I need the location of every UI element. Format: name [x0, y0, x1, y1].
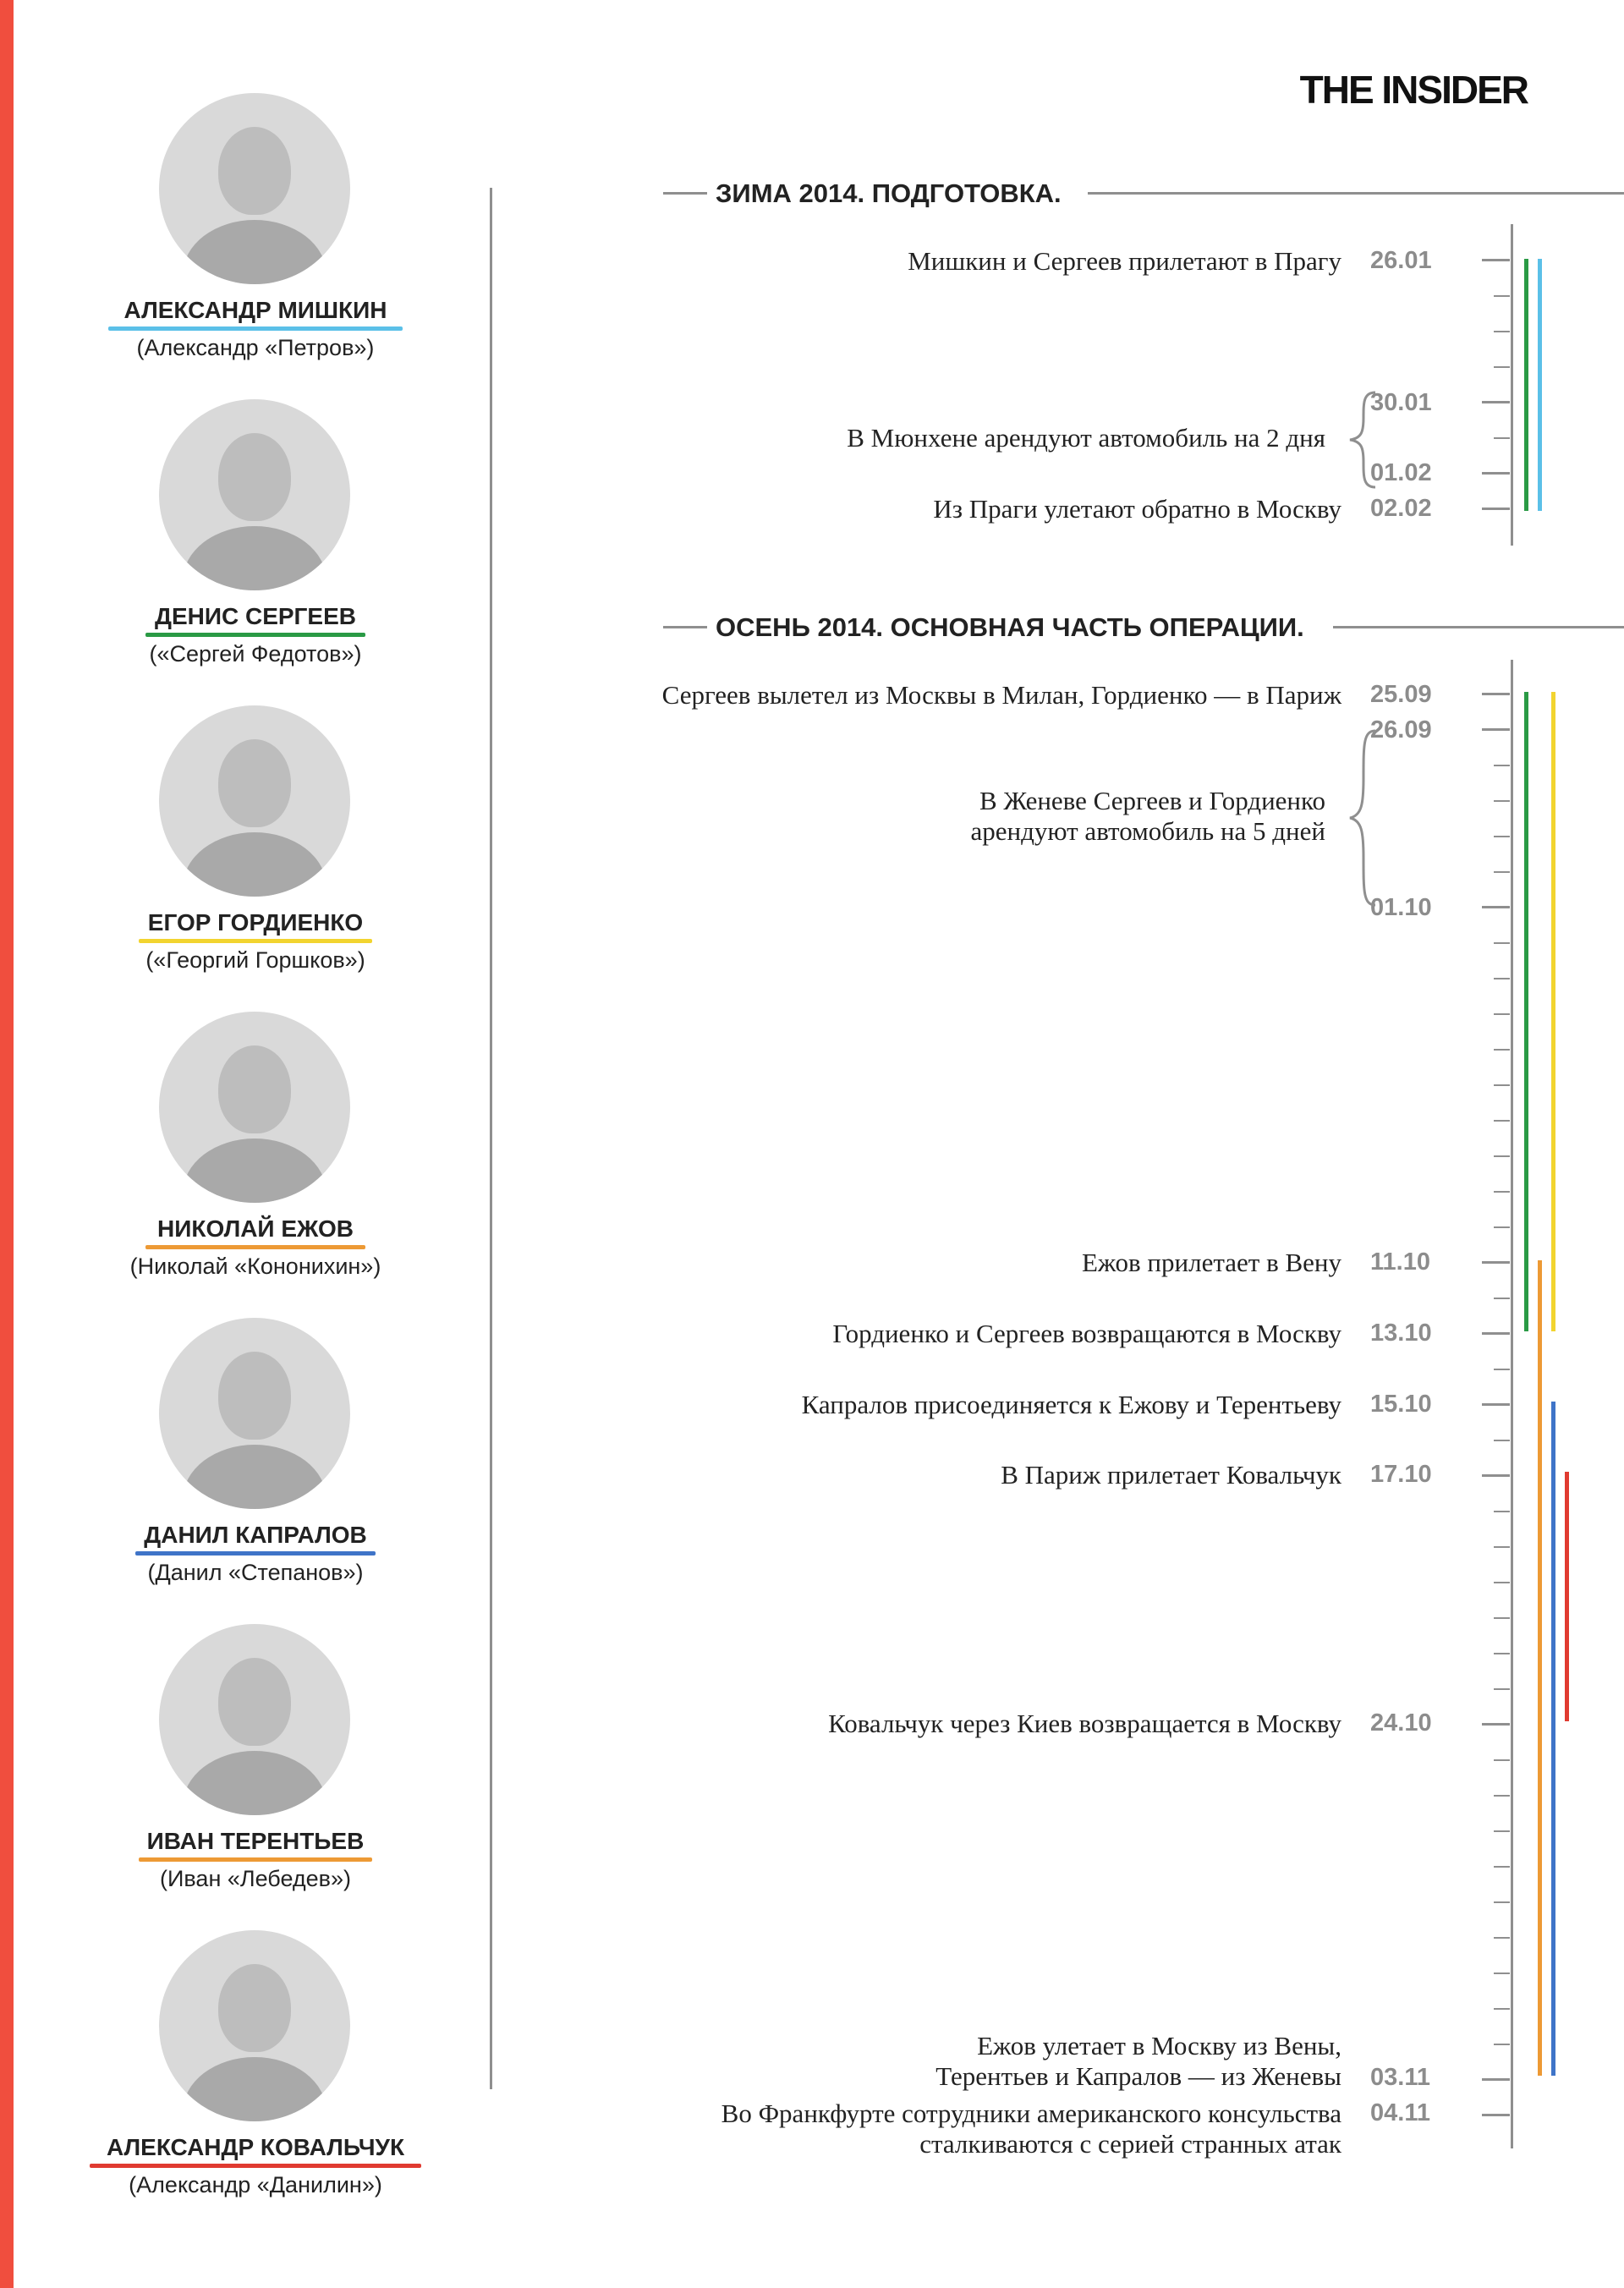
portrait-photo	[159, 1012, 350, 1203]
person-name: АЛЕКСАНДР КОВАЛЬЧУК	[106, 2134, 405, 2160]
axis-major-tick	[1482, 1403, 1510, 1406]
color-underline	[139, 939, 372, 943]
axis-tick	[1494, 1830, 1510, 1832]
axis-tick	[1494, 295, 1510, 297]
person-name: ДАНИЛ КАПРАЛОВ	[144, 1522, 367, 1548]
event-label: Капралов присоединяется к Ежову и Терентьеву	[801, 1390, 1341, 1419]
axis-major-tick	[1482, 2114, 1510, 2116]
event-label: Терентьев и Капралов — из Женевы	[935, 2061, 1341, 2091]
axis-major-tick	[1482, 1332, 1510, 1335]
color-underline	[139, 1857, 372, 1862]
axis-tick	[1494, 1653, 1510, 1654]
color-underline	[145, 633, 365, 637]
axis-tick	[1494, 2008, 1510, 2010]
date-label: 04.11	[1370, 2099, 1430, 2126]
axis-major-tick	[1482, 906, 1510, 908]
axis-tick	[1494, 1155, 1510, 1157]
date-label: 01.10	[1370, 894, 1432, 921]
presence-line-gordienko	[1551, 692, 1555, 1331]
axis-major-tick	[1482, 693, 1510, 695]
event-label: В Женеве Сергеев и Гордиенко	[979, 786, 1325, 815]
portrait-photo	[159, 1930, 350, 2121]
person-alias: (Николай «Кононихин»)	[129, 1254, 381, 1279]
axis-tick	[1494, 1937, 1510, 1939]
axis-tick	[1494, 1973, 1510, 1974]
section-rule	[663, 192, 707, 195]
date-label: 26.01	[1370, 247, 1432, 274]
axis-tick	[1494, 2044, 1510, 2045]
section-rule	[1333, 626, 1624, 628]
presence-line-sergeev	[1524, 259, 1528, 511]
person-alias: (Данил «Степанов»)	[147, 1560, 364, 1585]
section-rule	[663, 626, 707, 628]
person-alias: («Георгий Горшков»)	[145, 947, 365, 973]
axis-tick	[1494, 1013, 1510, 1015]
axis-tick	[1494, 1049, 1510, 1051]
axis-major-tick	[1482, 2078, 1510, 2081]
axis-tick	[1494, 1546, 1510, 1548]
event-label: В Мюнхене арендуют автомобиль на 2 дня	[847, 423, 1325, 453]
event-label: В Париж прилетает Ковальчук	[1001, 1460, 1341, 1490]
axis-tick	[1494, 836, 1510, 837]
axis-tick	[1494, 1298, 1510, 1299]
portrait-photo	[159, 399, 350, 590]
presence-line-kovalchuk	[1565, 1472, 1569, 1721]
axis-tick	[1494, 942, 1510, 944]
axis-tick	[1494, 1901, 1510, 1903]
color-underline	[108, 326, 403, 331]
timeline-axis-autumn	[1511, 660, 1513, 2148]
axis-tick	[1494, 1795, 1510, 1797]
person-name: ДЕНИС СЕРГЕЕВ	[155, 603, 356, 629]
date-label: 30.01	[1370, 389, 1432, 416]
date-label: 25.09	[1370, 681, 1432, 708]
date-label: 26.09	[1370, 716, 1432, 743]
accent-bar	[0, 0, 14, 2288]
person-name: АЛЕКСАНДР МИШКИН	[123, 297, 387, 323]
section-rule	[1088, 192, 1624, 195]
axis-tick	[1494, 1120, 1510, 1122]
column-separator	[490, 188, 492, 2089]
axis-tick	[1494, 871, 1510, 873]
timeline-axis-winter	[1511, 224, 1513, 546]
date-label: 13.10	[1370, 1320, 1432, 1347]
portrait-photo	[159, 1624, 350, 1815]
brace-icon	[1345, 727, 1379, 908]
axis-major-tick	[1482, 401, 1510, 403]
axis-tick	[1494, 1191, 1510, 1193]
date-label: 03.11	[1370, 2064, 1430, 2091]
date-label: 01.02	[1370, 459, 1432, 486]
date-label: 11.10	[1370, 1248, 1430, 1276]
color-underline	[145, 1245, 365, 1249]
person-name: НИКОЛАЙ ЕЖОВ	[157, 1215, 354, 1242]
portrait-photo	[159, 93, 350, 284]
event-label: сталкиваются с серией странных атак	[919, 2129, 1341, 2159]
axis-tick	[1494, 1582, 1510, 1583]
axis-tick	[1494, 437, 1510, 439]
axis-tick	[1494, 800, 1510, 802]
section-title-winter: ЗИМА 2014. ПОДГОТОВКА.	[716, 178, 1062, 208]
event-label: Мишкин и Сергеев прилетают в Прагу	[908, 246, 1341, 276]
axis-tick	[1494, 1688, 1510, 1690]
axis-tick	[1494, 978, 1510, 979]
person-name: ИВАН ТЕРЕНТЬЕВ	[146, 1828, 365, 1854]
axis-tick	[1494, 1866, 1510, 1868]
axis-tick	[1494, 331, 1510, 332]
axis-tick	[1494, 1226, 1510, 1228]
presence-line-mishkin	[1538, 259, 1542, 511]
axis-tick	[1494, 1617, 1510, 1619]
event-label: арендуют автомобиль на 5 дней	[970, 816, 1325, 846]
brace-icon	[1345, 389, 1379, 491]
axis-major-tick	[1482, 728, 1510, 731]
event-label: Гордиенко и Сергеев возвращаются в Москву	[832, 1319, 1341, 1348]
color-underline	[135, 1551, 376, 1556]
portrait-photo	[159, 705, 350, 897]
date-label: 15.10	[1370, 1391, 1432, 1418]
color-underline	[90, 2164, 421, 2168]
logo: THE INSIDER	[1299, 68, 1528, 112]
date-label: 17.10	[1370, 1461, 1432, 1488]
axis-major-tick	[1482, 472, 1510, 475]
event-label: Во Франкфурте сотрудники американского консульства	[721, 2099, 1341, 2128]
axis-tick	[1494, 1511, 1510, 1512]
date-label: 02.02	[1370, 495, 1432, 522]
axis-major-tick	[1482, 1723, 1510, 1726]
person-alias: (Александр «Данилин»)	[129, 2172, 382, 2197]
axis-major-tick	[1482, 508, 1510, 510]
presence-line-sergeev	[1524, 692, 1528, 1331]
axis-major-tick	[1482, 259, 1510, 261]
axis-tick	[1494, 1759, 1510, 1761]
event-label: Ковальчук через Киев возвращается в Москву	[828, 1709, 1341, 1738]
person-alias: (Иван «Лебедев»)	[159, 1866, 352, 1891]
date-label: 24.10	[1370, 1709, 1432, 1737]
axis-tick	[1494, 1369, 1510, 1370]
person-name: ЕГОР ГОРДИЕНКО	[147, 909, 364, 936]
event-label: Сергеев вылетел из Москвы в Милан, Гордиенко — в Париж	[661, 680, 1341, 710]
event-label: Из Праги улетают обратно в Москву	[933, 494, 1341, 524]
portrait-photo	[159, 1318, 350, 1509]
axis-tick	[1494, 1440, 1510, 1441]
axis-tick	[1494, 1084, 1510, 1086]
event-label: Ежов улетает в Москву из Вены,	[977, 2031, 1341, 2060]
presence-line-ezhov-terentiev	[1538, 1260, 1542, 2076]
person-alias: («Сергей Федотов»)	[149, 641, 362, 667]
axis-major-tick	[1482, 1474, 1510, 1477]
section-title-autumn: ОСЕНЬ 2014. ОСНОВНАЯ ЧАСТЬ ОПЕРАЦИИ.	[716, 612, 1304, 642]
axis-tick	[1494, 366, 1510, 368]
axis-tick	[1494, 765, 1510, 766]
event-label: Ежов прилетает в Вену	[1081, 1248, 1341, 1277]
presence-line-kapralov	[1551, 1402, 1555, 2076]
axis-major-tick	[1482, 1261, 1510, 1264]
person-alias: (Александр «Петров»)	[136, 335, 375, 360]
